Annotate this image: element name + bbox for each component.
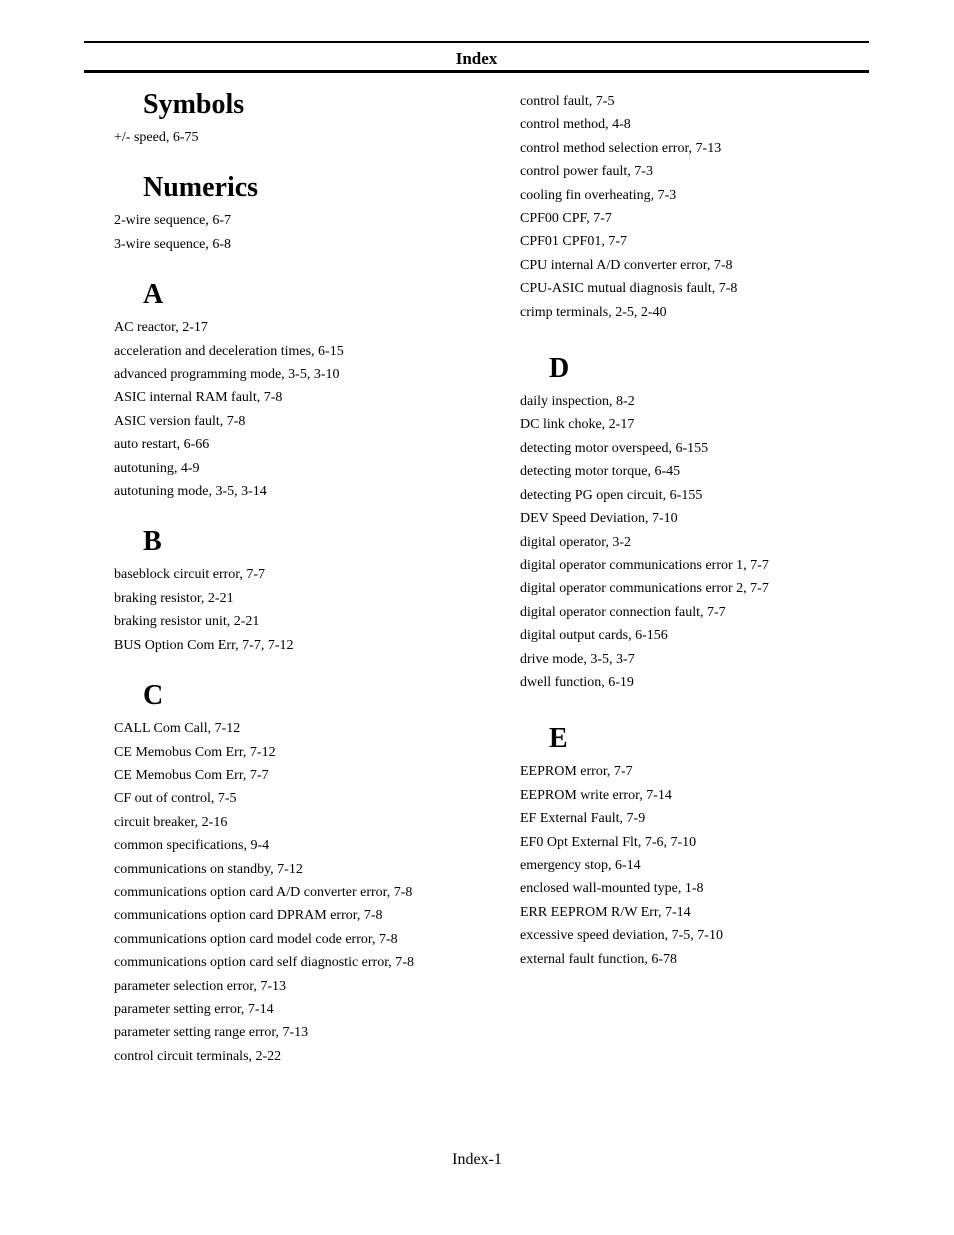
section-heading: C [143, 680, 164, 712]
index-entry: drive mode, 3-5, 3-7 [520, 651, 635, 667]
index-entry: control circuit terminals, 2-22 [114, 1048, 282, 1064]
section-heading: E [549, 723, 568, 755]
index-entry: CPF01 CPF01, 7-7 [520, 234, 627, 250]
index-entry: crimp terminals, 2-5, 2-40 [520, 304, 667, 320]
index-entry: control method selection error, 7-13 [520, 140, 722, 156]
index-entry: baseblock circuit error, 7-7 [114, 567, 266, 583]
index-column-right [520, 88, 870, 971]
section-heading: B [143, 526, 162, 558]
index-entry: CALL Com Call, 7-12 [114, 721, 241, 737]
index-entry: control method, 4-8 [520, 117, 631, 133]
index-entry: auto restart, 6-66 [114, 437, 210, 453]
index-entry: excessive speed deviation, 7-5, 7-10 [520, 928, 723, 944]
index-entry: 3-wire sequence, 6-8 [114, 236, 232, 252]
index-entry: DC link choke, 2-17 [520, 417, 635, 433]
index-entry: DEV Speed Deviation, 7-10 [520, 511, 678, 527]
index-column-left [114, 88, 494, 1068]
index-entry-list [520, 760, 870, 971]
index-section [520, 352, 870, 694]
index-entry-list [520, 90, 870, 324]
index-entry-list [114, 316, 494, 503]
index-entry: digital operator, 3-2 [520, 534, 632, 550]
index-entry: digital operator communications error 2, 7-7 [520, 581, 769, 597]
index-entry: digital operator communications error 1, 7-7 [520, 557, 769, 573]
index-entry: cooling fin overheating, 7-3 [520, 187, 677, 203]
index-entry-list [520, 390, 870, 694]
index-section [520, 722, 870, 971]
index-entry: digital operator connection fault, 7-7 [520, 604, 726, 620]
index-entry: control power fault, 7-3 [520, 164, 653, 180]
index-entry: communications option card DPRAM error, 7-8 [114, 908, 383, 924]
index-entry: parameter setting error, 7-14 [114, 1001, 274, 1017]
index-section [114, 679, 494, 1068]
index-entry: autotuning, 4-9 [114, 460, 200, 476]
index-entry: detecting PG open circuit, 6-155 [520, 487, 703, 503]
index-section [114, 278, 494, 503]
index-section [114, 88, 494, 149]
section-heading: Symbols [143, 89, 245, 120]
index-entry: digital output cards, 6-156 [520, 628, 668, 644]
index-entry: external fault function, 6-78 [520, 951, 678, 967]
index-entry: +/- speed, 6-75 [114, 130, 199, 145]
index-entry: parameter setting range error, 7-13 [114, 1025, 309, 1041]
index-entry-list [114, 126, 494, 149]
index-section [114, 171, 494, 256]
index-entry: communications option card A/D converter error, 7-8 [114, 884, 413, 900]
section-heading: Numerics [143, 172, 259, 204]
index-entry: detecting motor torque, 6-45 [520, 464, 681, 480]
index-entry: communications option card self diagnostic error, 7-8 [114, 955, 414, 971]
index-entry-list [114, 563, 494, 657]
index-entry: CPU internal A/D converter error, 7-8 [520, 257, 733, 273]
index-entry: CF out of control, 7-5 [114, 791, 237, 807]
index-entry: autotuning mode, 3-5, 3-14 [114, 484, 267, 500]
header-top-rule [84, 41, 869, 43]
index-entry: EEPROM write error, 7-14 [520, 787, 672, 803]
index-entry: communications on standby, 7-12 [114, 861, 303, 877]
index-entry: CPF00 CPF, 7-7 [520, 211, 612, 227]
index-entry: AC reactor, 2-17 [114, 320, 208, 336]
index-section [520, 90, 870, 324]
index-entry: CE Memobus Com Err, 7-12 [114, 744, 276, 760]
index-entry: BUS Option Com Err, 7-7, 7-12 [114, 637, 294, 653]
header-bottom-rule [84, 70, 869, 73]
index-entry: dwell function, 6-19 [520, 674, 634, 690]
index-entry: control fault, 7-5 [520, 94, 615, 109]
index-entry: ASIC internal RAM fault, 7-8 [114, 390, 283, 406]
index-entry: 2-wire sequence, 6-7 [114, 213, 232, 229]
index-entry: EEPROM error, 7-7 [520, 764, 633, 780]
page-number: Index-1 [452, 1151, 502, 1168]
page-title: Index [455, 49, 498, 68]
section-heading: A [143, 279, 164, 311]
index-entry: CPU-ASIC mutual diagnosis fault, 7-8 [520, 281, 738, 297]
index-entry-list [114, 717, 494, 1068]
index-entry: advanced programming mode, 3-5, 3-10 [114, 367, 340, 383]
index-entry: enclosed wall-mounted type, 1-8 [520, 881, 704, 897]
index-entry: acceleration and deceleration times, 6-15 [114, 343, 344, 359]
index-entry-list [114, 209, 494, 256]
index-entry: braking resistor unit, 2-21 [114, 614, 260, 630]
index-entry: EF0 Opt External Flt, 7-6, 7-10 [520, 834, 697, 850]
index-entry: braking resistor, 2-21 [114, 590, 234, 606]
index-entry: ASIC version fault, 7-8 [114, 413, 246, 429]
index-entry: CE Memobus Com Err, 7-7 [114, 767, 269, 783]
index-entry: parameter selection error, 7-13 [114, 978, 287, 994]
index-entry: emergency stop, 6-14 [520, 857, 641, 873]
index-entry: EF External Fault, 7-9 [520, 811, 646, 827]
index-entry: ERR EEPROM R/W Err, 7-14 [520, 904, 691, 920]
index-entry: detecting motor overspeed, 6-155 [520, 440, 709, 456]
index-section [114, 525, 494, 657]
index-entry: common specifications, 9-4 [114, 838, 270, 854]
index-entry: circuit breaker, 2-16 [114, 814, 228, 830]
section-heading: D [549, 353, 570, 385]
index-entry: daily inspection, 8-2 [520, 394, 635, 410]
index-entry: communications option card model code error, 7-8 [114, 931, 398, 947]
